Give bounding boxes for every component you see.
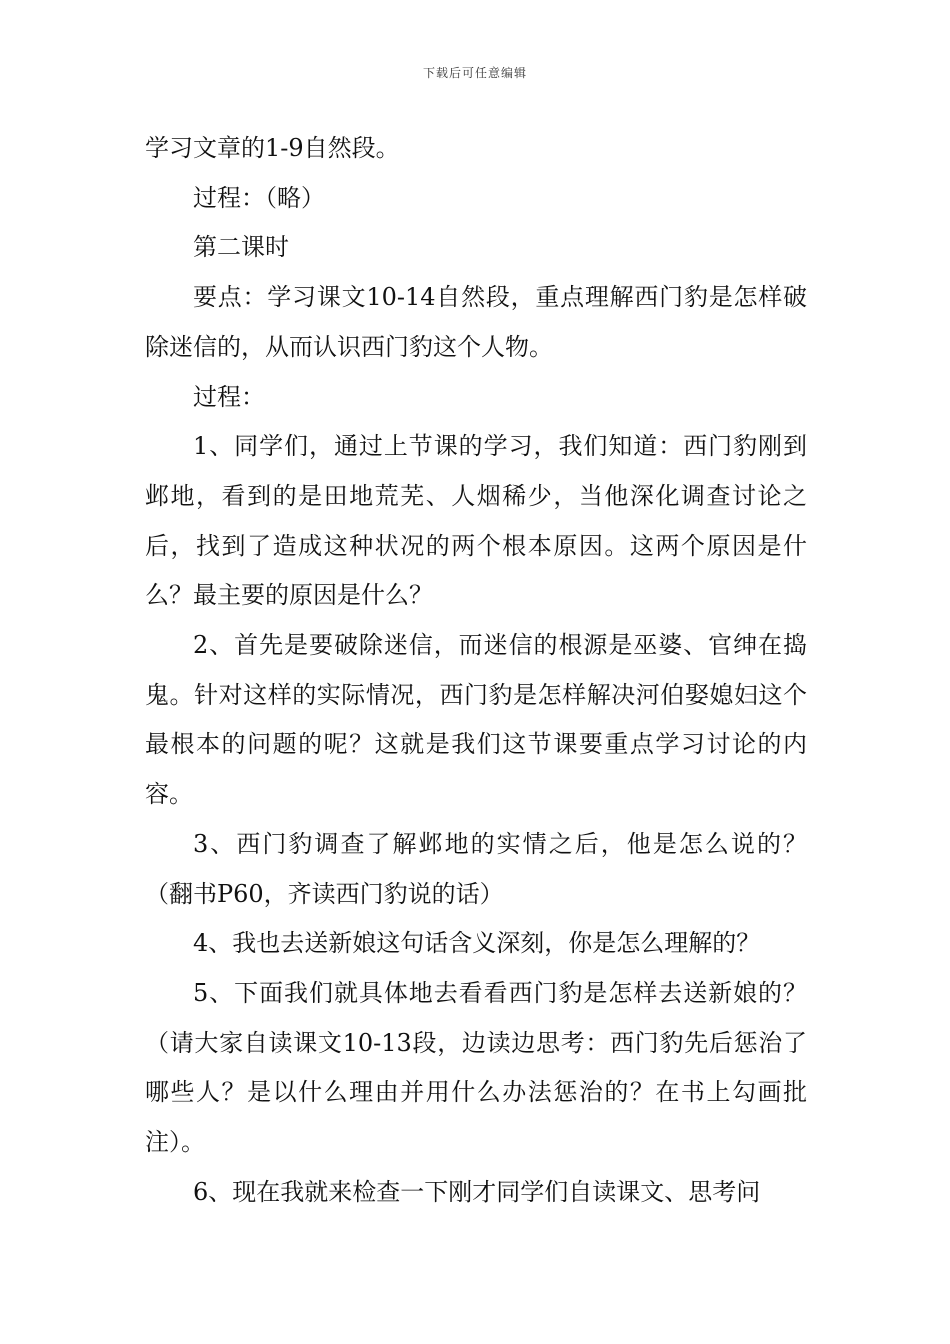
document-body xyxy=(145,124,807,1217)
paragraph-8: 3、西门豹调查了解邺地的实情之后，他是怎么说的？（翻书P60，齐读西门豹说的话） xyxy=(145,829,807,908)
paragraph-3: 第二课时 xyxy=(193,233,289,262)
paragraph-6: 1、同学们，通过上节课的学习，我们知道：西门豹刚到邺地，看到的是田地荒芜、人烟稀少，当他深化调查讨论之后，找到了造成这种状况的两个根本原因。这两个原因是什么？最主要的原因是什么？ xyxy=(145,432,807,610)
page-header: 下载后可任意编辑 xyxy=(422,66,527,80)
paragraph-5: 过程： xyxy=(193,382,265,411)
paragraph-11: 6、现在我就来检查一下刚才同学们自读课文、思考问 xyxy=(193,1177,761,1206)
paragraph-2: 过程：（略） xyxy=(193,183,325,212)
paragraph-9: 4、我也去送新娘这句话含义深刻，你是怎么理解的？ xyxy=(193,929,761,958)
paragraph-7: 2、首先是要破除迷信，而迷信的根源是巫婆、官绅在捣鬼。针对这样的实际情况，西门豹是怎样解决河伯娶媳妇这个最根本的问题的呢？这就是我们这节课要重点学习讨论的内容。 xyxy=(145,631,807,809)
paragraph-10: 5、下面我们就具体地去看看西门豹是怎样去送新娘的？（请大家自读课文10-13段，边读边思考：西门豹先后惩治了哪些人？是以什么理由并用什么办法惩治的？在书上勾画批注）。 xyxy=(145,978,807,1157)
paragraph-1: 学习文章的1-9自然段。 xyxy=(145,134,400,162)
paragraph-4: 要点：学习课文10-14自然段，重点理解西门豹是怎样破除迷信的，从而认识西门豹这个人物。 xyxy=(145,283,807,361)
